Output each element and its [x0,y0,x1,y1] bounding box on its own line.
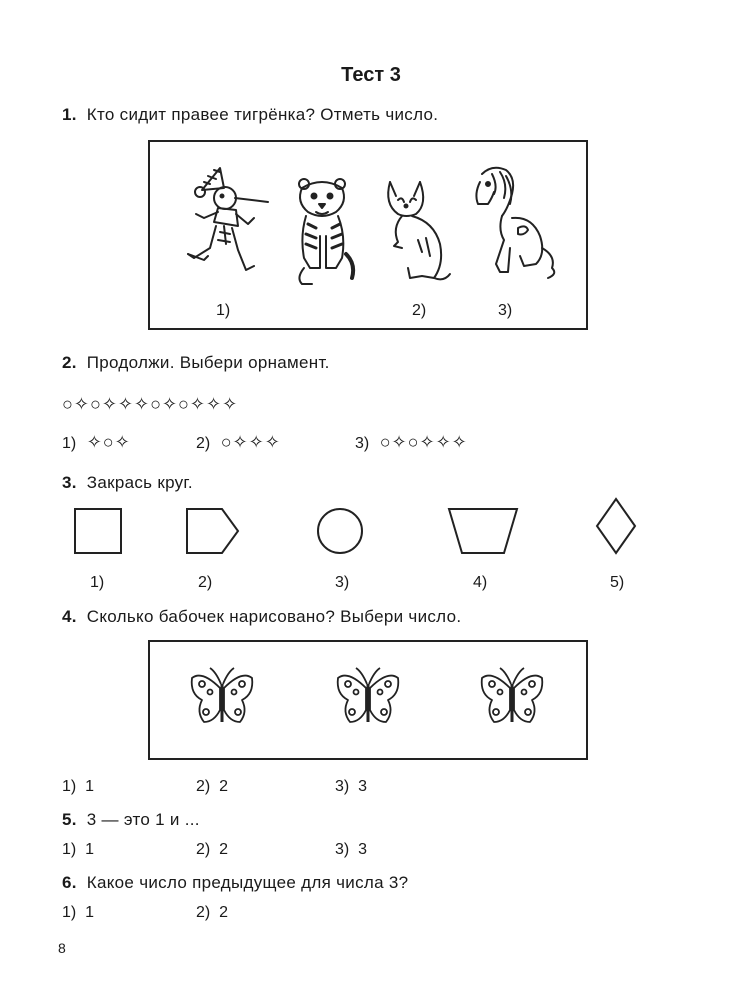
option-label[interactable]: 3) [335,574,350,591]
q2-option-2[interactable] [196,432,281,453]
question-6 [62,873,408,893]
option-value: 2 [219,904,229,921]
option-label: 2) [196,904,211,921]
option-pattern: ○✧✧✧ [220,432,281,452]
option-pattern: ○✧○✧✧✧ [379,432,468,452]
q4-option-3[interactable] [335,778,367,796]
page-number: 8 [58,940,66,956]
tiger-cub-figure [290,174,360,286]
q6-option-1[interactable] [62,904,94,922]
circle-shape[interactable] [316,507,364,555]
question-text: Какое число предыдущее для числа 3? [86,873,409,892]
q5-option-3[interactable] [335,841,367,859]
question-4 [62,607,461,627]
question-number: 2. [62,353,77,372]
question-2 [62,353,330,373]
option-label[interactable]: 5) [610,574,625,591]
option-pattern: ✧○✧ [86,432,131,452]
option-value: 1 [85,778,95,795]
option-label: 1) [62,778,77,795]
option-label: 3) [335,841,350,858]
trapezoid-shape[interactable] [448,508,518,554]
question-number: 1. [62,105,77,124]
q2-option-1[interactable] [62,432,131,453]
option-label[interactable]: 2) [412,302,427,319]
question-5 [62,810,200,830]
option-value: 2 [219,778,229,795]
option-label: 3) [335,778,350,795]
option-value: 3 [358,841,368,858]
question-text: Сколько бабочек нарисовано? Выбери число. [86,607,462,626]
butterfly-figure [478,664,546,732]
question-number: 3. [62,473,77,492]
q4-option-2[interactable] [196,778,228,796]
option-label: 3) [355,435,370,452]
pentagon-arrow-shape[interactable] [186,508,240,554]
option-label: 1) [62,841,77,858]
option-value: 1 [85,904,95,921]
question-text: Закрась круг. [86,473,193,492]
option-label[interactable]: 4) [473,574,488,591]
question-text: Кто сидит правее тигрёнка? Отметь число. [86,105,439,124]
q2-option-3[interactable] [355,432,468,453]
question-1 [62,105,438,125]
pony-figure [468,164,560,282]
question-number: 4. [62,607,77,626]
q1-picture-box [148,140,588,330]
question-text: Продолжи. Выбери орнамент. [86,353,330,372]
question-number: 6. [62,873,77,892]
option-value: 3 [358,778,368,795]
question-text: 3 — это 1 и ... [86,810,200,829]
option-label[interactable]: 2) [198,574,213,591]
butterfly-figure [188,664,256,732]
option-label: 2) [196,435,211,452]
option-label: 2) [196,841,211,858]
q4-picture-box [148,640,588,760]
option-value: 2 [219,841,229,858]
ornament-sequence: ○✧○✧✧✧○✧○✧✧✧ [62,394,239,414]
option-label[interactable]: 1) [216,302,231,319]
square-shape[interactable] [74,508,122,554]
pinocchio-figure [180,160,280,280]
question-3 [62,473,193,493]
option-label: 1) [62,435,77,452]
q4-option-1[interactable] [62,778,94,796]
option-label: 1) [62,904,77,921]
rhombus-shape[interactable] [596,498,636,554]
page-title: Тест 3 [341,64,401,86]
option-value: 1 [85,841,95,858]
question-number: 5. [62,810,77,829]
option-label[interactable]: 3) [498,302,513,319]
option-label[interactable]: 1) [90,574,105,591]
kitten-figure [382,178,452,284]
q5-option-2[interactable] [196,841,228,859]
option-label: 2) [196,778,211,795]
q6-option-2[interactable] [196,904,228,922]
butterfly-figure [334,664,402,732]
q5-option-1[interactable] [62,841,94,859]
